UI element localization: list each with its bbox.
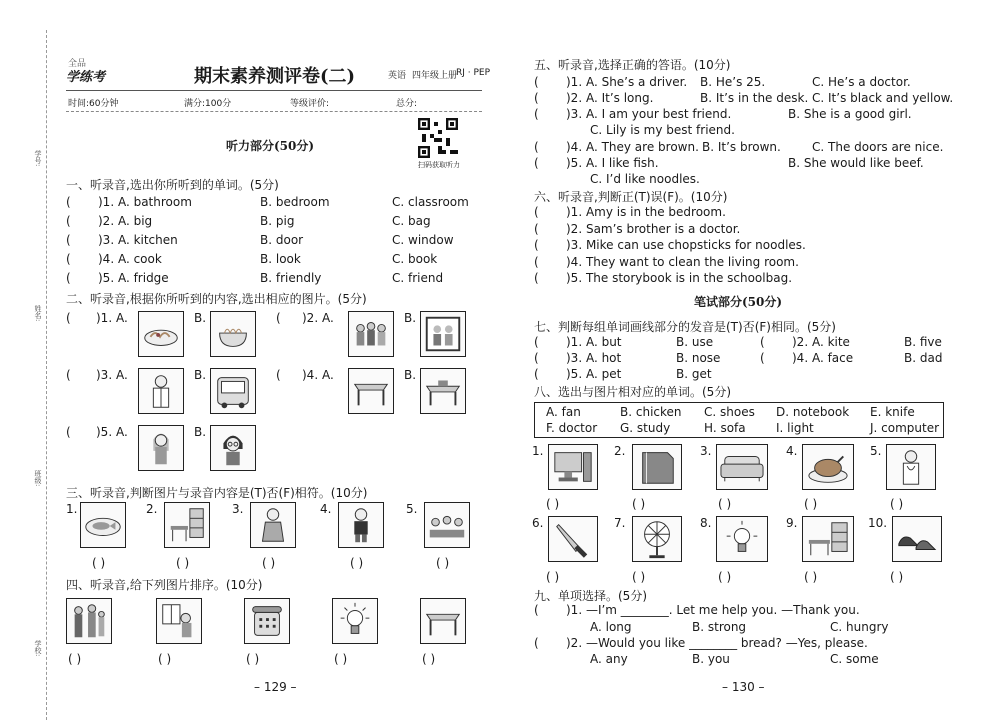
girl-long-hair-picture (138, 425, 184, 471)
section3-heading: 三、听录音,判断图片与录音内容是(T)否(F)相符。(10分) (66, 486, 368, 500)
answer-paren[interactable]: ( ) (804, 497, 818, 511)
answer-paren[interactable]: ( (534, 140, 539, 154)
s9-question1: )1. —I’m ________. Let me help you. —Thank you. (566, 603, 860, 617)
s1-item-option-c: C. bag (392, 214, 431, 228)
answer-paren[interactable]: ( (760, 351, 765, 365)
answer-paren[interactable]: ( (534, 156, 539, 170)
s7-item2: )2. A. kite (792, 335, 850, 349)
paper-title: 期末素养测评卷(二) (194, 66, 356, 87)
answer-paren[interactable]: ( (66, 195, 71, 209)
answer-paren[interactable]: ( ) (68, 652, 82, 666)
light-bulb-picture (332, 598, 378, 644)
s6-statement: )1. Amy is in the bedroom. (566, 205, 726, 219)
doctor-picture (886, 444, 936, 490)
s8-num: 3. (700, 444, 712, 458)
word-option: F. doctor (546, 421, 598, 435)
answer-paren[interactable]: ( (66, 311, 71, 325)
section9-heading: 九、单项选择。(5分) (534, 589, 647, 603)
answer-paren[interactable]: ( ) (546, 497, 560, 511)
bus-driver-picture (210, 368, 256, 414)
s2-option-b: B. (194, 368, 207, 382)
answer-paren[interactable]: ( ) (632, 497, 646, 511)
s1-item-option-c: C. friend (392, 271, 444, 285)
page-number-left: – 129 – (254, 680, 297, 694)
s5-item-option-a: )1. A. She’s a driver. (566, 75, 688, 89)
s9-q1-option: A. long (590, 620, 632, 634)
table-picture (420, 598, 466, 644)
answer-paren[interactable]: ( (760, 335, 765, 349)
s9-q2-option: B. you (692, 652, 730, 666)
s2-option-b: B. (194, 425, 207, 439)
s3-num: 4. (320, 502, 332, 516)
school-label: 学校: (34, 640, 42, 657)
answer-paren[interactable]: ( (534, 603, 539, 617)
s8-num: 10. (868, 516, 888, 530)
section4-heading: 四、听录音,给下列图片排序。(10分) (66, 578, 263, 592)
answer-paren[interactable]: ( (534, 351, 539, 365)
answer-paren[interactable]: ( (534, 221, 539, 236)
girl-glasses-picture (210, 425, 256, 471)
s6-statement: )4. They want to clean the living room. (566, 254, 799, 269)
word-option: H. sofa (704, 421, 746, 435)
s2-option-b: B. (404, 368, 417, 382)
family-picture (348, 311, 394, 357)
desk-book-picture (420, 368, 466, 414)
s7-item2-b: B. five (904, 335, 942, 349)
s9-q1-option: B. strong (692, 620, 747, 634)
desk-picture (348, 368, 394, 414)
s5-item-option-c: C. He’s a doctor. (812, 75, 911, 89)
s3-num: 3. (232, 502, 244, 516)
binding-line (46, 30, 47, 720)
s1-item-option-a: )4. A. cook (98, 252, 162, 266)
s8-num: 9. (786, 516, 798, 530)
s8-num: 5. (870, 444, 882, 458)
study-room-picture (164, 502, 210, 548)
word-option: D. notebook (776, 405, 850, 419)
s5-item5-option-c: C. I’d like noodles. (590, 172, 700, 186)
s5-item-option-b: B. It’s brown. (702, 140, 781, 154)
answer-paren[interactable]: ( (534, 205, 539, 219)
header-dash (66, 111, 482, 112)
s2-item4-label: )4. A. (302, 368, 334, 382)
woman-picture (250, 502, 296, 548)
s7-item1-b: B. use (676, 335, 714, 349)
study-picture (802, 516, 854, 562)
s6-statement: )3. Mike can use chopsticks for noodles. (566, 238, 806, 252)
s2-option-b: B. (404, 311, 417, 325)
word-option: J. computer (870, 421, 940, 435)
time-label: 时间:60分钟 (68, 99, 119, 109)
s1-item-option-b: B. bedroom (260, 195, 330, 209)
s2-item2-label: )2. A. (302, 311, 334, 325)
s3-num: 5. (406, 502, 418, 516)
s9-q1-option: C. hungry (830, 620, 889, 634)
answer-paren[interactable]: ( ) (804, 570, 818, 584)
section8-heading: 八、选出与图片相对应的单词。(5分) (534, 385, 731, 399)
s5-item-option-c: C. The doors are nice. (812, 140, 944, 154)
s5-item-option-a: )5. A. I like fish. (566, 156, 659, 170)
header-rule (66, 90, 482, 91)
answer-paren[interactable]: ( (66, 233, 71, 247)
s8-num: 8. (700, 516, 712, 530)
s5-item-option-a: )4. A. They are brown. (566, 140, 699, 154)
telephone-picture (244, 598, 290, 644)
answer-paren[interactable]: ( ) (92, 556, 106, 570)
word-option: B. chicken (620, 405, 682, 419)
name-label: 姓名: (34, 305, 42, 322)
student-no-label: 学号: (34, 150, 42, 167)
answer-paren[interactable]: ( ) (176, 556, 190, 570)
listening-title: 听力部分(50分) (226, 139, 315, 153)
writing-title: 笔试部分(50分) (694, 295, 783, 309)
answer-paren[interactable]: ( ) (422, 652, 436, 666)
section2-heading: 二、听录音,根据你所听到的内容,选出相应的图片。(5分) (66, 292, 367, 306)
answer-paren[interactable]: ( ) (334, 652, 348, 666)
s1-item-option-c: C. book (392, 252, 438, 266)
s5-item-option-b: B. She would like beef. (788, 156, 924, 170)
answer-paren[interactable]: ( (66, 252, 71, 266)
word-option: A. fan (546, 405, 581, 419)
s3-num: 2. (146, 502, 158, 516)
s8-num: 4. (786, 444, 798, 458)
answer-paren[interactable]: ( (66, 368, 71, 382)
s9-q2-option: A. any (590, 652, 628, 666)
section1-heading: 一、听录音,选出你所听到的单词。(5分) (66, 178, 279, 192)
family-group-picture (66, 598, 112, 644)
s1-item-option-b: B. door (260, 233, 304, 247)
light-picture (716, 516, 768, 562)
cleaning-picture (156, 598, 202, 644)
answer-paren[interactable]: ( ) (246, 652, 260, 666)
answer-paren[interactable]: ( ) (262, 556, 276, 570)
section6-heading: 六、听录音,判断正(T)误(F)。(10分) (534, 190, 728, 204)
s1-item-option-a: )1. A. bathroom (98, 195, 192, 209)
s2-item1-label: )1. A. (96, 311, 128, 325)
s7-item4-b: B. dad (904, 351, 943, 365)
s7-item3: )3. A. hot (566, 351, 622, 365)
section7-heading: 七、判断每组单词画线部分的发音是(T)否(F)相同。(5分) (534, 320, 836, 334)
answer-paren[interactable]: ( ) (890, 497, 904, 511)
s7-item5: )5. A. pet (566, 367, 622, 381)
answer-paren[interactable]: ( ) (718, 570, 732, 584)
s1-item-option-c: C. classroom (392, 195, 469, 209)
s8-num: 7. (614, 516, 626, 530)
answer-paren[interactable]: ( ) (158, 652, 172, 666)
s8-num: 2. (614, 444, 626, 458)
answer-paren[interactable]: ( (534, 238, 539, 252)
answer-paren[interactable]: ( (534, 254, 539, 269)
doctor-picture (138, 368, 184, 414)
fan-picture (632, 516, 682, 562)
s5-item3-option-c: C. Lily is my best friend. (590, 123, 735, 137)
spaghetti-picture (138, 311, 184, 357)
answer-paren[interactable]: ( (534, 271, 539, 285)
answer-paren[interactable]: ( (534, 335, 539, 349)
s8-num: 6. (532, 516, 544, 530)
score-label: 满分:100分 (184, 99, 232, 109)
shoes-picture (892, 516, 942, 562)
word-option: E. knife (870, 405, 915, 419)
answer-paren[interactable]: ( (66, 214, 71, 228)
s1-item-option-b: B. look (260, 252, 301, 266)
s7-item4: )4. A. face (792, 351, 854, 365)
section5-heading: 五、听录音,选择正确的答语。(10分) (534, 58, 731, 72)
knife-picture (548, 516, 598, 562)
grade-label: 四年级上册 (412, 71, 458, 81)
family-photo-picture (420, 311, 466, 357)
fish-plate-picture (80, 502, 126, 548)
page-number-right: – 130 – (722, 680, 765, 694)
s1-item-option-a: )3. A. kitchen (98, 233, 178, 247)
s5-item-option-c: C. It’s black and yellow. (812, 91, 954, 105)
s8-num: 1. (532, 444, 544, 458)
s5-item-option-b: B. She is a good girl. (788, 107, 912, 121)
answer-paren[interactable]: ( (534, 636, 539, 650)
s5-item-option-b: B. It’s in the desk. (700, 91, 809, 105)
s6-statement: )5. The storybook is in the schoolbag. (566, 271, 793, 285)
answer-paren[interactable]: ( (276, 311, 281, 325)
computer-picture (548, 444, 598, 490)
answer-paren[interactable]: ( (534, 107, 539, 121)
noodles-picture (210, 311, 256, 357)
answer-paren[interactable]: ( (66, 425, 71, 439)
answer-paren[interactable]: ( (276, 368, 281, 382)
s6-statement: )2. Sam’s brother is a doctor. (566, 221, 741, 236)
qr-caption: 扫码获取听力 (418, 161, 460, 169)
total-label: 总分: (396, 99, 418, 109)
s2-item3-label: )3. A. (96, 368, 128, 382)
s3-num: 1. (66, 502, 78, 516)
s1-item-option-b: B. friendly (260, 271, 322, 285)
notebook-picture (632, 444, 682, 490)
s5-item-option-b: B. He’s 25. (700, 75, 766, 89)
answer-paren[interactable]: ( (534, 91, 539, 105)
answer-paren[interactable]: ( (66, 271, 71, 285)
answer-paren[interactable]: ( ) (718, 497, 732, 511)
answer-paren[interactable]: ( (534, 367, 539, 381)
class-label: 班级: (34, 470, 42, 487)
s7-item1: )1. A. but (566, 335, 622, 349)
s9-question2: )2. —Would you like ________ bread? —Yes, please. (566, 636, 868, 650)
boy-picture (338, 502, 384, 548)
s2-option-b: B. (194, 311, 207, 325)
s9-q2-option: C. some (830, 652, 879, 666)
brand-logo: 学练考 (66, 70, 106, 85)
qr-code[interactable] (418, 118, 458, 158)
s5-item-option-a: )2. A. It’s long. (566, 91, 654, 105)
word-option: G. study (620, 421, 671, 435)
brand-small: 全品 (68, 59, 87, 69)
answer-paren[interactable]: ( ) (546, 570, 560, 584)
rating-label: 等级评价: (290, 99, 330, 109)
s5-item-option-a: )3. A. I am your best friend. (566, 107, 732, 121)
sofa-picture (716, 444, 768, 490)
edition-label: RJ · PEP (456, 68, 491, 78)
answer-paren[interactable]: ( ) (350, 556, 364, 570)
s1-item-option-b: B. pig (260, 214, 295, 228)
s2-item5-label: )5. A. (96, 425, 128, 439)
chicken-picture (802, 444, 854, 490)
s7-item5-b: B. get (676, 367, 712, 381)
answer-paren[interactable]: ( ) (436, 556, 450, 570)
s1-item-option-a: )2. A. big (98, 214, 153, 228)
answer-paren[interactable]: ( (534, 75, 539, 89)
word-option: C. shoes (704, 405, 755, 419)
s7-item3-b: B. nose (676, 351, 721, 365)
classmates-picture (424, 502, 470, 548)
answer-paren[interactable]: ( ) (890, 570, 904, 584)
subject-label: 英语 (388, 71, 407, 81)
answer-paren[interactable]: ( ) (632, 570, 646, 584)
word-option: I. light (776, 421, 814, 435)
s1-item-option-c: C. window (392, 233, 454, 247)
s1-item-option-a: )5. A. fridge (98, 271, 169, 285)
